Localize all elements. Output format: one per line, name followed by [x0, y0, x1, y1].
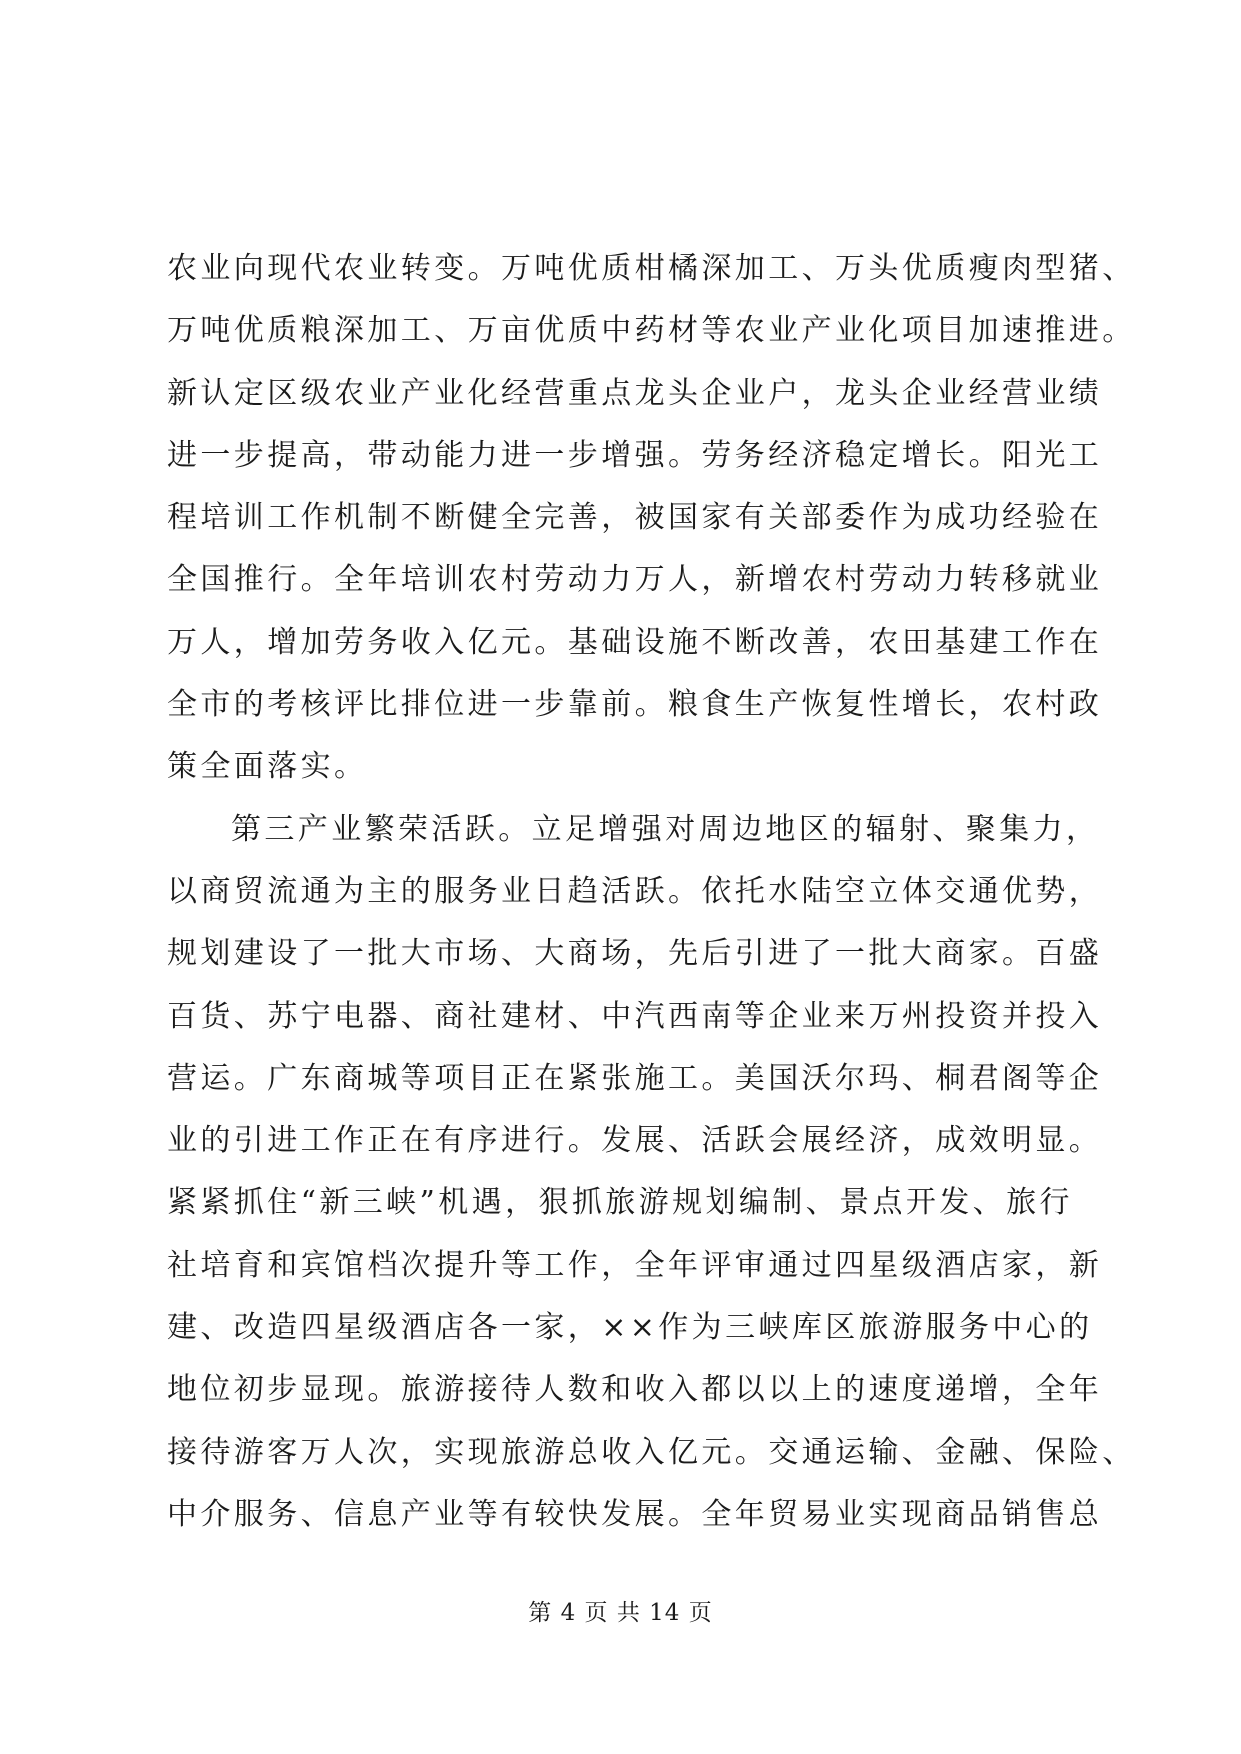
text-line: 社培育和宾馆档次提升等工作，全年评审通过四星级酒店家，新 — [167, 1247, 1103, 1283]
text-line: 新认定区级农业产业化经营重点龙头企业户，龙头企业经营业绩 — [167, 375, 1103, 411]
text-line: 策全面落实。 — [167, 749, 368, 785]
text-line: 全国推行。全年培训农村劳动力万人，新增农村劳动力转移就业 — [167, 562, 1103, 598]
page-number-footer: 第 4 页 共 14 页 — [528, 1600, 713, 1626]
document-body — [167, 238, 1136, 1546]
text-line: 营运。广东商城等项目正在紧张施工。美国沃尔玛、桐君阁等企 — [167, 1060, 1103, 1096]
text-line: 规划建设了一批大市场、大商场，先后引进了一批大商家。百盛 — [167, 936, 1103, 972]
text-line: 第三产业繁荣活跃。立足增强对周边地区的辐射、聚集力， — [231, 811, 1100, 847]
text-line: 中介服务、信息产业等有较快发展。全年贸易业实现商品销售总 — [167, 1496, 1103, 1532]
text-line: 接待游客万人次，实现旅游总收入亿元。交通运输、金融、保险、 — [167, 1434, 1136, 1470]
text-line: 万吨优质粮深加工、万亩优质中药材等农业产业化项目加速推进。 — [167, 313, 1136, 349]
text-line: 农业向现代农业转变。万吨优质柑橘深加工、万头优质瘦肉型猪、 — [167, 251, 1136, 286]
text-line: 以商贸流通为主的服务业日趋活跃。依托水陆空立体交通优势， — [167, 873, 1103, 909]
text-line: 进一步提高，带动能力进一步增强。劳务经济稳定增长。阳光工 — [167, 437, 1103, 473]
text-line: 业的引进工作正在有序进行。发展、活跃会展经济，成效明显。 — [167, 1123, 1103, 1159]
text-line: 万人，增加劳务收入亿元。基础设施不断改善，农田基建工作在 — [167, 624, 1103, 660]
text-line: 程培训工作机制不断健全完善，被国家有关部委作为成功经验在 — [167, 500, 1103, 536]
paragraph-1 — [167, 238, 1136, 799]
text-line: 百货、苏宁电器、商社建材、中汽西南等企业来万州投资并投入 — [167, 998, 1103, 1034]
text-line: 建、改造四星级酒店各一家，××作为三峡库区旅游服务中心的 — [167, 1310, 1093, 1346]
paragraph-2 — [167, 799, 1136, 1547]
text-line: 全市的考核评比排位进一步靠前。粮食生产恢复性增长，农村政 — [167, 687, 1103, 723]
text-line: 地位初步显现。旅游接待人数和收入都以以上的速度递增，全年 — [167, 1372, 1103, 1408]
text-line: 紧紧抓住“新三峡”机遇，狠抓旅游规划编制、景点开发、旅行 — [167, 1185, 1073, 1221]
